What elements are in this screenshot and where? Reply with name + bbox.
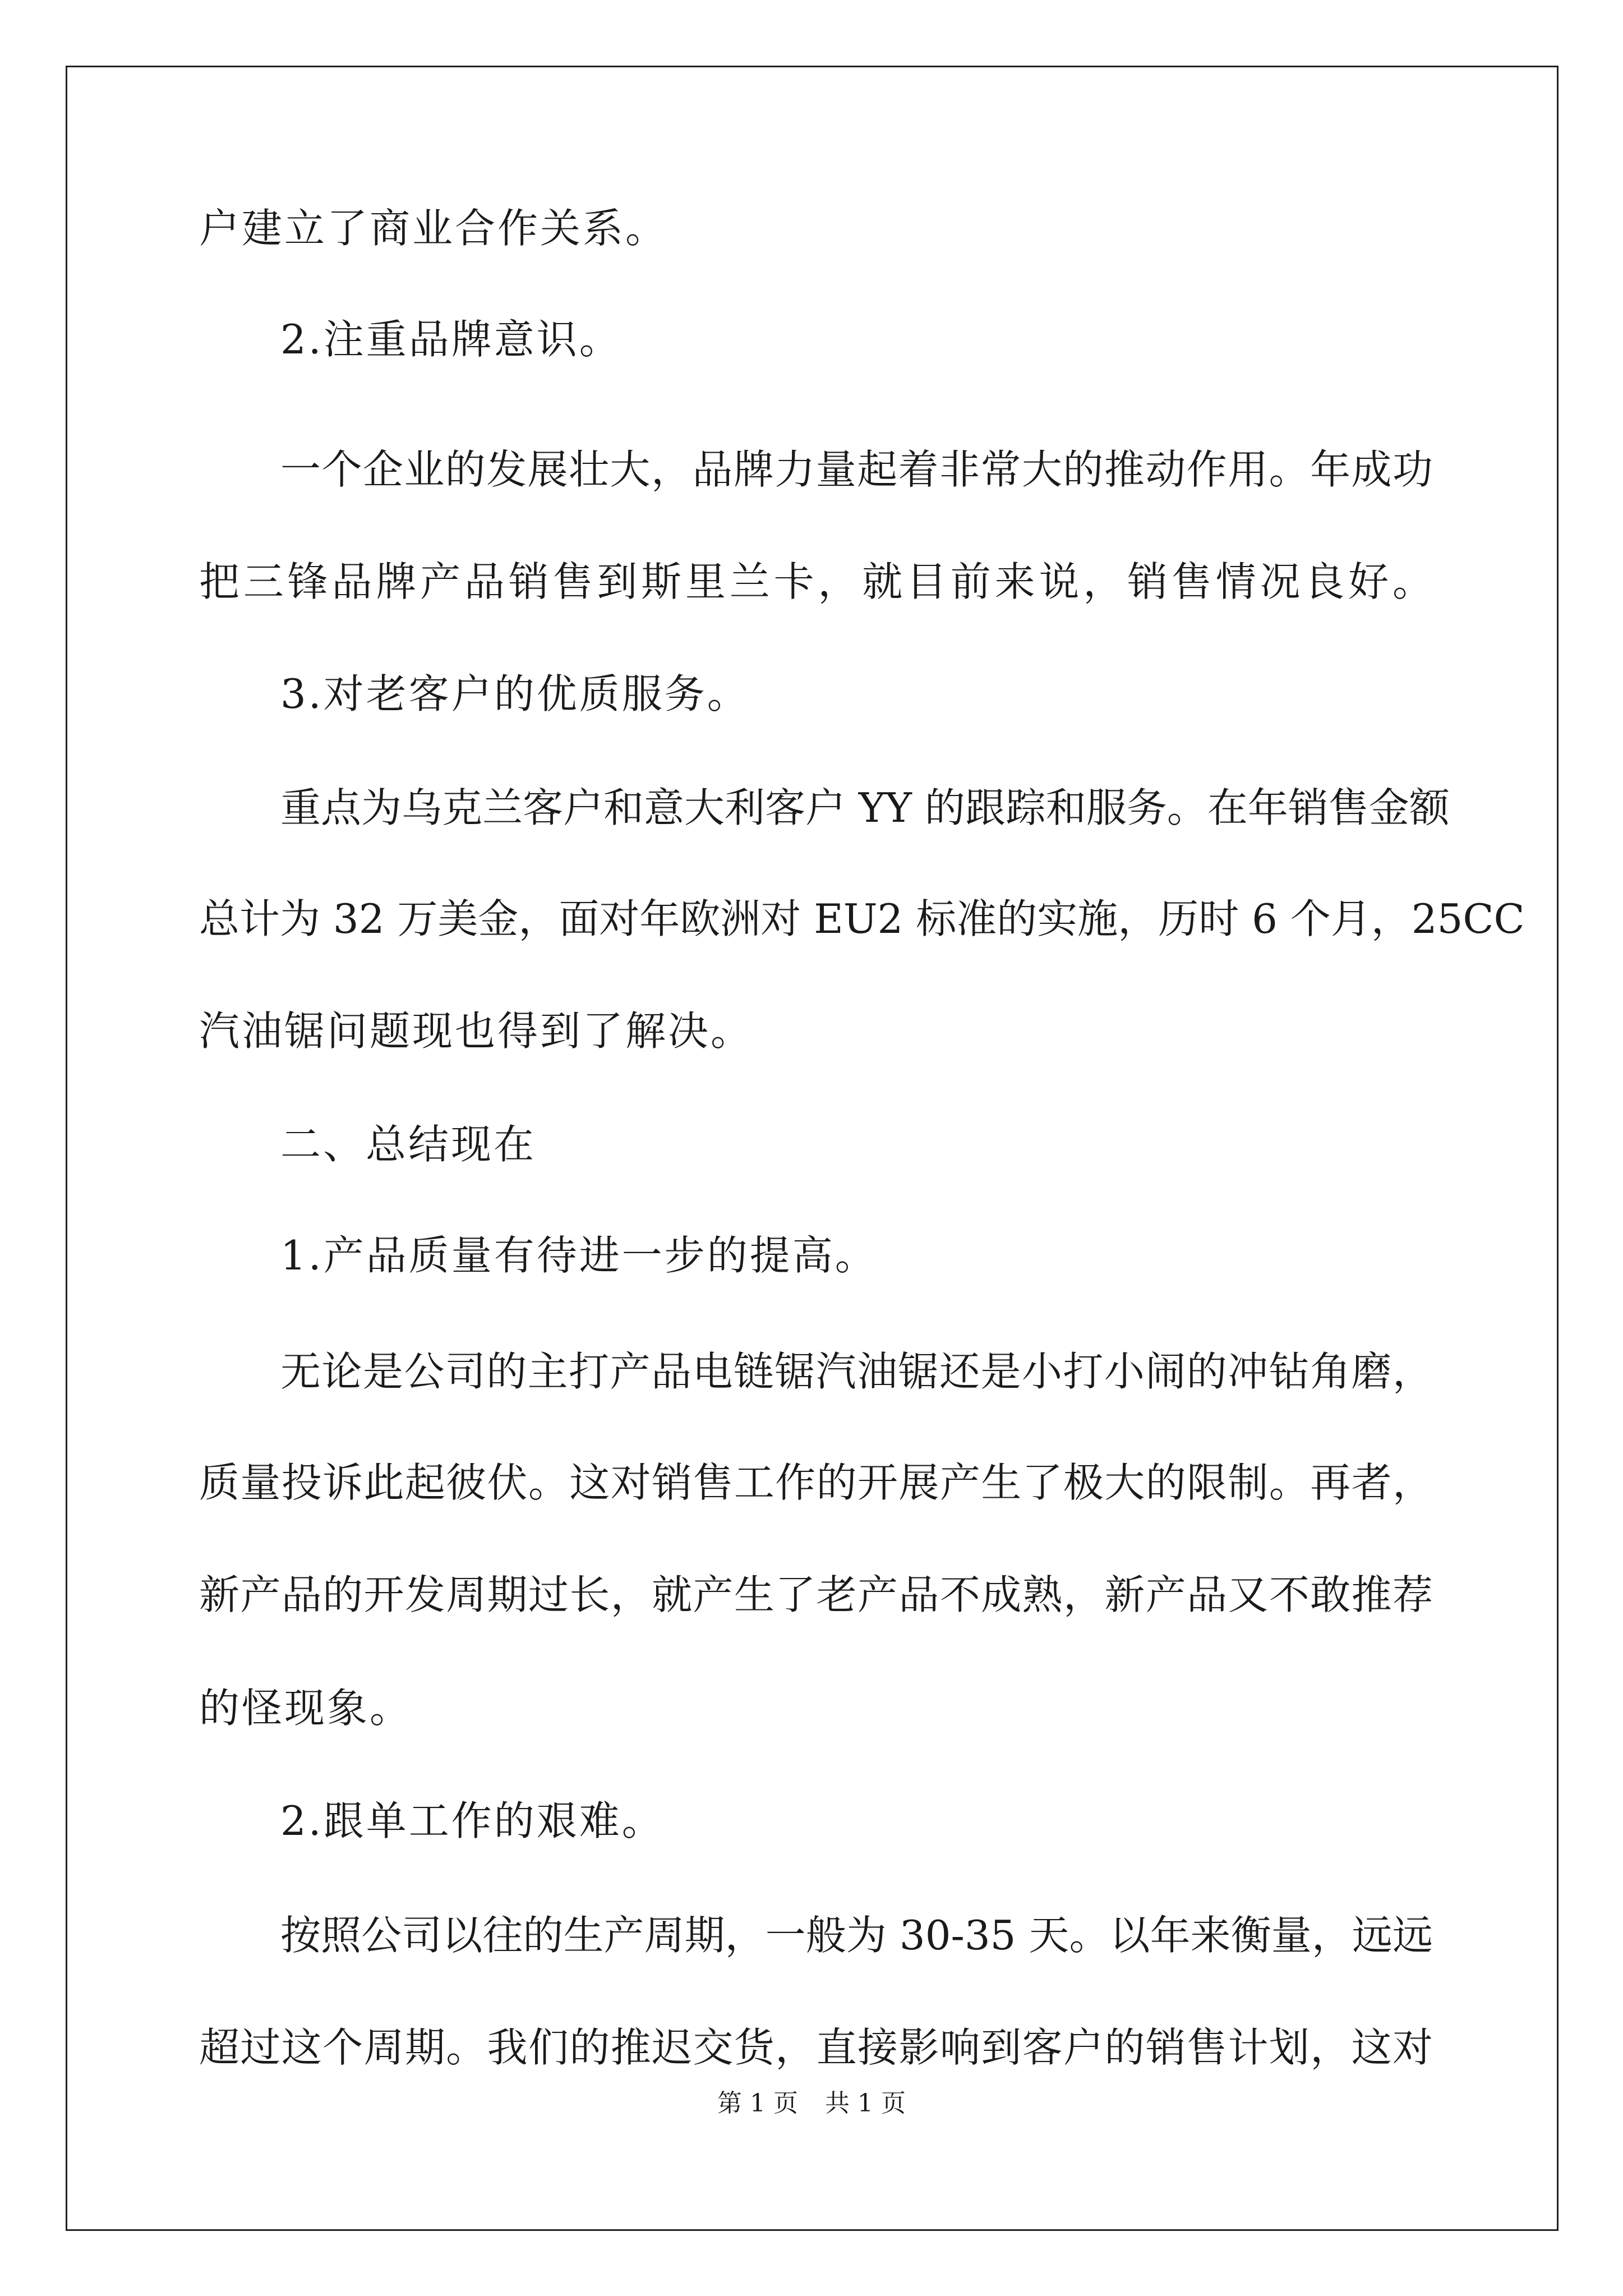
text-line: 新产品的开发周期过长，就产生了老产品不成熟，新产品又不敢推荐 xyxy=(199,1571,1433,1618)
text-line: 的怪现象。 xyxy=(199,1685,413,1732)
text-line: 重点为乌克兰客户和意大利客户 YY 的跟踪和服务。在年销售金额 xyxy=(280,784,1450,831)
text-line: 按照公司以往的生产周期，一般为 30-35 天。以年来衡量，远远 xyxy=(280,1912,1433,1959)
text-line: 汽油锯问题现也得到了解决。 xyxy=(199,1007,754,1055)
text-line: 户建立了商业合作关系。 xyxy=(199,205,668,252)
section-heading: 3.对老客户的优质服务。 xyxy=(280,670,750,717)
section-heading: 1.产品质量有待进一步的提高。 xyxy=(280,1232,878,1279)
section-heading: 二、总结现在 xyxy=(280,1121,537,1168)
text-line: 总计为 32 万美金，面对年欧洲对 EU2 标准的实施，历时 6 个月，25CC xyxy=(199,895,1525,942)
text-line: 一个企业的发展壮大，品牌力量起着非常大的推动作用。年成功 xyxy=(280,446,1433,493)
page-number: 第 1 页 xyxy=(717,2089,798,2118)
section-heading: 2.注重品牌意识。 xyxy=(280,316,622,363)
text-line: 无论是公司的主打产品电链锯汽油锯还是小打小闹的冲钻角磨， xyxy=(280,1348,1433,1395)
text-line: 超过这个周期。我们的推迟交货，直接影响到客户的销售计划，这对 xyxy=(199,2024,1433,2071)
text-line: 把三锋品牌产品销售到斯里兰卡，就目前来说，销售情况良好。 xyxy=(199,558,1433,605)
section-heading: 2.跟单工作的艰难。 xyxy=(280,1797,665,1844)
text-line: 质量投诉此起彼伏。这对销售工作的开展产生了极大的限制。再者， xyxy=(199,1459,1433,1506)
page-footer xyxy=(0,2087,1623,2120)
page-total: 共 1 页 xyxy=(825,2089,906,2118)
